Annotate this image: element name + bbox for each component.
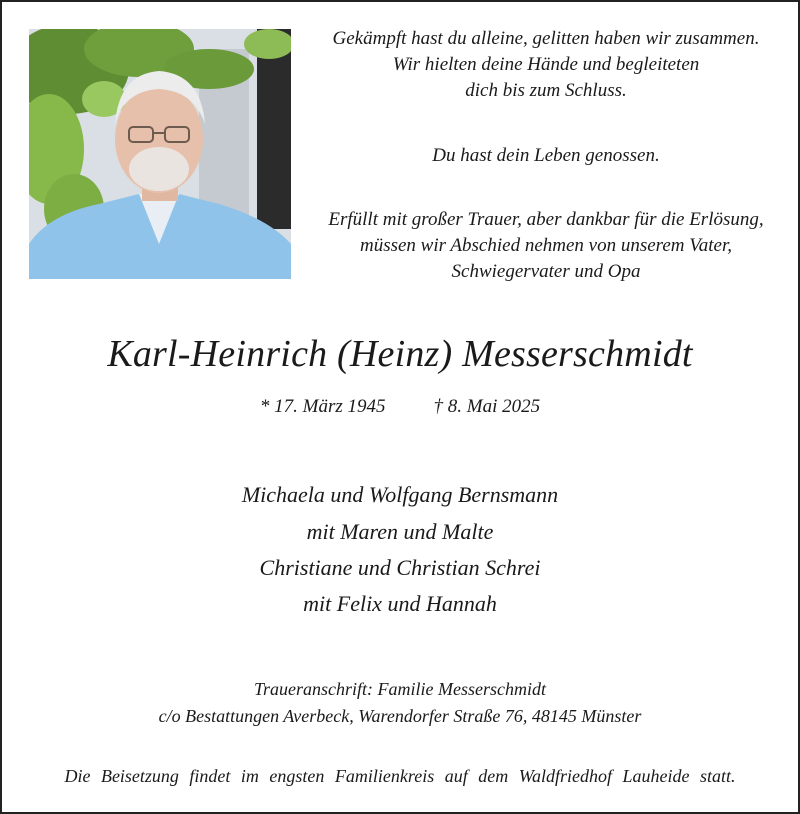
beard — [129, 147, 189, 191]
family-line: Michaela und Wolfgang Bernsmann — [241, 482, 559, 507]
portrait-illustration — [29, 29, 291, 279]
mourning-address-line: Traueranschrift: Familie Messerschmidt — [254, 679, 546, 699]
death-date: † 8. Mai 2025 — [433, 396, 541, 417]
life-dates — [2, 396, 798, 418]
birth-date: * 17. März 1945 — [259, 396, 386, 417]
announcement-line: müssen wir Abschied nehmen von unserem Vater, — [359, 235, 733, 256]
photo-door — [257, 29, 291, 229]
announcement-line: Erfüllt mit großer Trauer, aber dankbar für die Erlösung, — [328, 209, 764, 230]
family-line: mit Felix und Hannah — [303, 591, 497, 616]
quote-line: Wir hielten deine Hände und begleiteten — [392, 54, 700, 75]
family-line: Christiane und Christian Schrei — [259, 555, 541, 580]
portrait-photo — [29, 29, 291, 279]
quote-line: Du hast dein Leben genossen. — [432, 145, 660, 166]
quote-line: dich bis zum Schluss. — [465, 80, 627, 101]
mourning-address-line: c/o Bestattungen Averbeck, Warendorfer Straße 76, 48145 Münster — [158, 706, 642, 726]
deceased-name: Karl-Heinrich (Heinz) Messerschmidt — [107, 333, 693, 375]
funeral-note: Die Beisetzung findet im engsten Familienkreis auf dem Waldfriedhof Lauheide statt. — [64, 766, 736, 786]
family-line: mit Maren und Malte — [306, 519, 494, 544]
quote-line: Gekämpft hast du alleine, gelitten haben wir zusammen. — [332, 28, 760, 49]
announcement-line: Schwiegervater und Opa — [451, 261, 641, 282]
